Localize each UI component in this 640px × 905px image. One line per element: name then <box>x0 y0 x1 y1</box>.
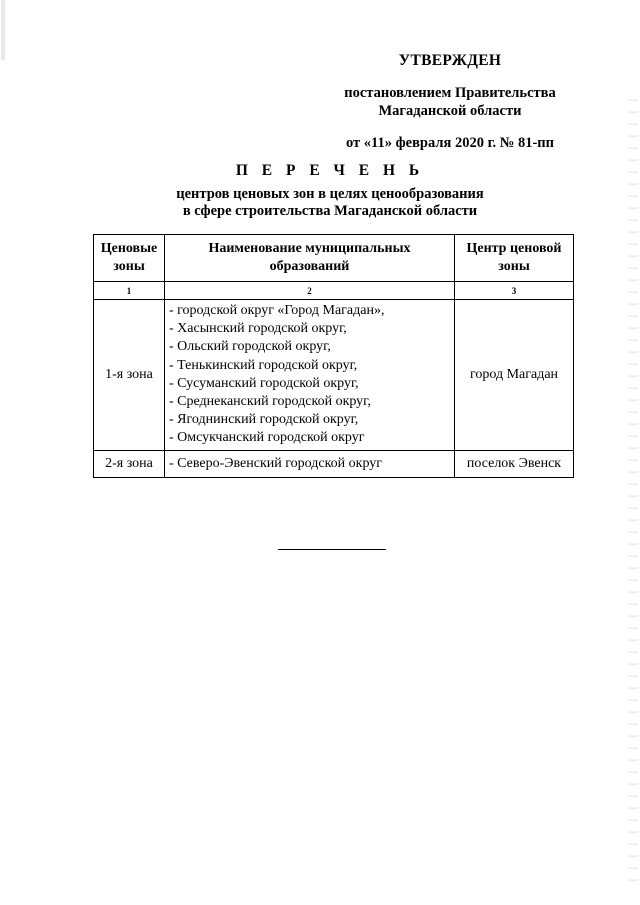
approval-line-1: постановлением Правительства <box>344 85 556 101</box>
approval-decree: от «11» февраля 2020 г. № 81-пп <box>345 135 555 151</box>
center-cell: поселок Эвенск <box>455 450 574 477</box>
table-header-row <box>94 235 574 282</box>
municipality-item: - Ольский городской округ, <box>169 339 331 355</box>
municipalities-cell <box>165 450 455 477</box>
zone-cell: 2-я зона <box>94 450 165 477</box>
scan-artifact-left <box>1 0 5 60</box>
document-subtitle-1: центров ценовых зон в целях ценообразования <box>176 186 484 202</box>
municipalities-cell <box>165 300 455 451</box>
header-zone: Ценовые зоны <box>94 235 165 282</box>
zone-cell: 1-я зона <box>94 300 165 451</box>
document-subtitle-2: в сфере строительства Магаданской области <box>182 203 478 219</box>
municipality-item: - Тенькинский городской округ, <box>169 357 358 373</box>
document-heading <box>130 162 530 220</box>
zones-table <box>93 234 574 478</box>
approval-title: УТВЕРЖДЕН <box>398 52 502 69</box>
column-number: 1 <box>94 282 165 300</box>
municipality-item: - Омсукчанский городской округ <box>169 430 365 446</box>
approval-stamp <box>330 52 570 152</box>
table-row <box>94 450 574 477</box>
column-number-row <box>94 282 574 300</box>
column-number: 3 <box>455 282 574 300</box>
table-row <box>94 300 574 451</box>
header-municipalities: Наименование муниципальных образований <box>165 235 455 282</box>
approval-line-2: Магаданской области <box>378 103 522 119</box>
closing-rule <box>278 549 386 550</box>
column-number: 2 <box>165 282 455 300</box>
municipality-item: - Сусуманский городской округ, <box>169 375 359 391</box>
municipality-item: - Северо-Эвенский городской округ <box>169 455 383 471</box>
municipality-item: - Среднеканский городской округ, <box>169 394 371 410</box>
document-title: П Е Р Е Ч Е Н Ь <box>235 162 425 179</box>
scan-artifact-right <box>628 90 638 890</box>
municipality-item: - Хасынский городской округ, <box>169 321 347 337</box>
header-center: Центр ценовой зоны <box>455 235 574 282</box>
municipality-item: - Ягоднинский городской округ, <box>169 412 359 428</box>
municipality-item: - городской округ «Город Магадан», <box>169 303 385 318</box>
center-cell: город Магадан <box>455 300 574 451</box>
